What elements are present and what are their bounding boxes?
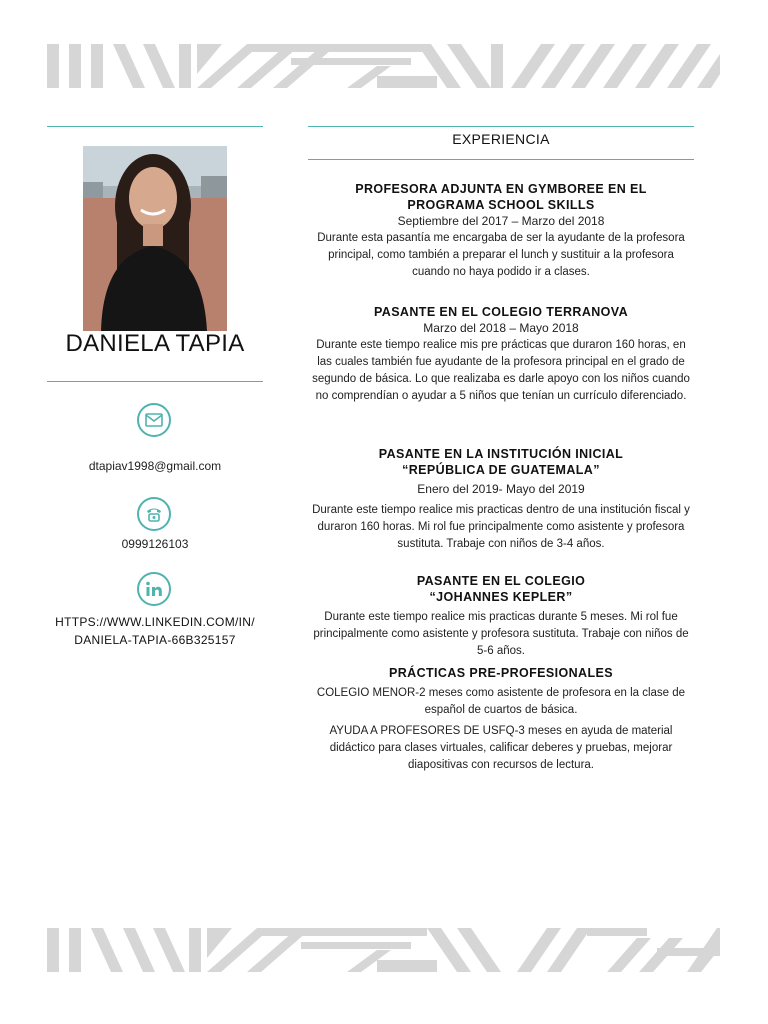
job-description: Durante este tiempo realice mis pre prácticas que duraron 160 horas, en las cuales también fue ayudante de la profesora principal en el grado de segundo de básica. Lo que realizaba es darle apoyo con los niños cuando no comprendían o ayudar a 5 niños que tenían un currículo diferenciado. <box>312 339 690 402</box>
job-title: PASANTE EN EL COLEGIO <box>416 574 586 588</box>
job-title-line-2: “JOHANNES KEPLER” <box>429 590 573 604</box>
bottom-banner-pattern <box>47 928 720 972</box>
job-title-line-2: PROGRAMA SCHOOL SKILLS <box>407 198 595 212</box>
job-description: Durante este tiempo realice mis practicas durante 5 meses. Mi rol fue principalmente como asistente y profesora sustituta. Trabaje con niños de 5-6 años. <box>313 611 689 657</box>
job-entry <box>308 181 694 281</box>
linkedin-url-line-1: HTTPS://WWW.LINKEDIN.COM/IN/ <box>55 615 255 629</box>
job-entry <box>308 446 694 553</box>
telephone-icon <box>137 497 171 531</box>
job-entry <box>308 665 694 774</box>
job-title: PROFESORA ADJUNTA EN GYMBOREE EN EL <box>355 182 647 196</box>
linkedin-icon <box>137 572 171 606</box>
job-title-line-2: “REPÚBLICA DE GUATEMALA” <box>402 463 600 477</box>
envelope-icon <box>137 403 171 437</box>
profile-name: DANIELA TAPIA <box>65 330 245 357</box>
left-top-divider <box>47 126 263 127</box>
job-entry <box>308 304 694 405</box>
job-date: Marzo del 2018 – Mayo 2018 <box>423 321 579 335</box>
linkedin-url-line-2: DANIELA-TAPIA-66B325157 <box>74 633 236 647</box>
job-description-2: AYUDA A PROFESORES DE USFQ-3 meses en ayuda de material didáctico para clases virtuales, calificar deberes y pruebas, mejorar diapositivas con recursos de lectura. <box>329 725 673 771</box>
profile-photo <box>83 146 227 331</box>
right-top-divider <box>308 126 694 127</box>
job-description: COLEGIO MENOR-2 meses como asistente de profesora en la clase de español de cuartos de básica. <box>316 687 686 716</box>
top-banner-pattern <box>47 44 720 88</box>
right-heading-divider <box>308 159 694 160</box>
job-date: Septiembre del 2017 – Marzo del 2018 <box>397 214 605 228</box>
phone-text: 0999126103 <box>121 537 189 551</box>
experience-heading: EXPERIENCIA <box>452 131 550 147</box>
job-description: Durante esta pasantía me encargaba de ser la ayudante de la profesora principal, como también a preparar el lunch y sustituir a la profesora cuando no haya podido ir a clases. <box>317 232 685 278</box>
job-entry <box>308 573 694 660</box>
job-title: PRÁCTICAS PRE-PROFESIONALES <box>388 666 613 680</box>
left-mid-divider <box>47 381 263 382</box>
job-title: PASANTE EN EL COLEGIO TERRANOVA <box>373 305 629 319</box>
email-text[interactable]: dtapiav1998@gmail.com <box>88 459 222 473</box>
job-title: PASANTE EN LA INSTITUCIÓN INICIAL <box>378 447 624 461</box>
job-description: Durante este tiempo realice mis practicas dentro de una institución fiscal y duraron 160 horas. Mi rol fue principalmente como asistente y profesora sustituta. Trabaje con niños de 3-4 años. <box>312 504 690 550</box>
job-date: Enero del 2019- Mayo del 2019 <box>417 482 585 496</box>
linkedin-url[interactable] <box>40 613 270 649</box>
